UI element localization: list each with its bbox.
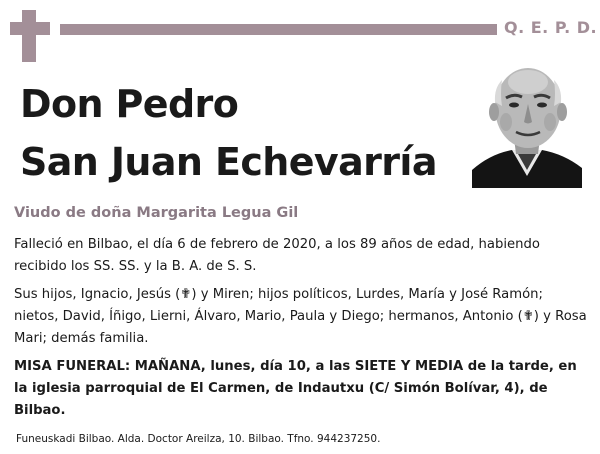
- portrait-photo: [472, 58, 582, 188]
- header-divider-bar: [60, 24, 497, 35]
- cross-icon-horizontal: [10, 22, 50, 35]
- cross-icon-vertical: [22, 10, 36, 62]
- family-paragraph: Sus hijos, Ignacio, Jesús (✟) y Miren; hijos políticos, Lurdes, María y José Ramón; nietos, David, Íñigo, Lierni, Álvaro, Mario, Paula y Diego; hermanos, Antonio (✟) y Rosa Mari; demás familia.: [14, 287, 587, 346]
- qepd-label: Q. E. P. D.: [504, 18, 598, 37]
- funeral-mass-paragraph: MISA FUNERAL: MAÑANA, lunes, día 10, a las SIETE Y MEDIA de la tarde, en la iglesia parroquial de El Carmen, de Indautxu (C/ Simón Bolívar, 4), de Bilbao.: [14, 359, 577, 418]
- death-announcement-paragraph: Falleció en Bilbao, el día 6 de febrero de 2020, a los 89 años de edad, habiendo recibido los SS. SS. y la B. A. de S. S.: [14, 237, 540, 274]
- portrait-illustration: [472, 58, 582, 188]
- widower-subtitle: Viudo de doña Margarita Legua Gil: [14, 205, 299, 221]
- deceased-name-line-2: San Juan Echevarría: [20, 140, 437, 184]
- deceased-name-line-1: Don Pedro: [20, 82, 239, 126]
- funeral-home-footer: Funeuskadi Bilbao. Alda. Doctor Areilza, 10. Bilbao. Tfno. 944237250.: [16, 433, 381, 445]
